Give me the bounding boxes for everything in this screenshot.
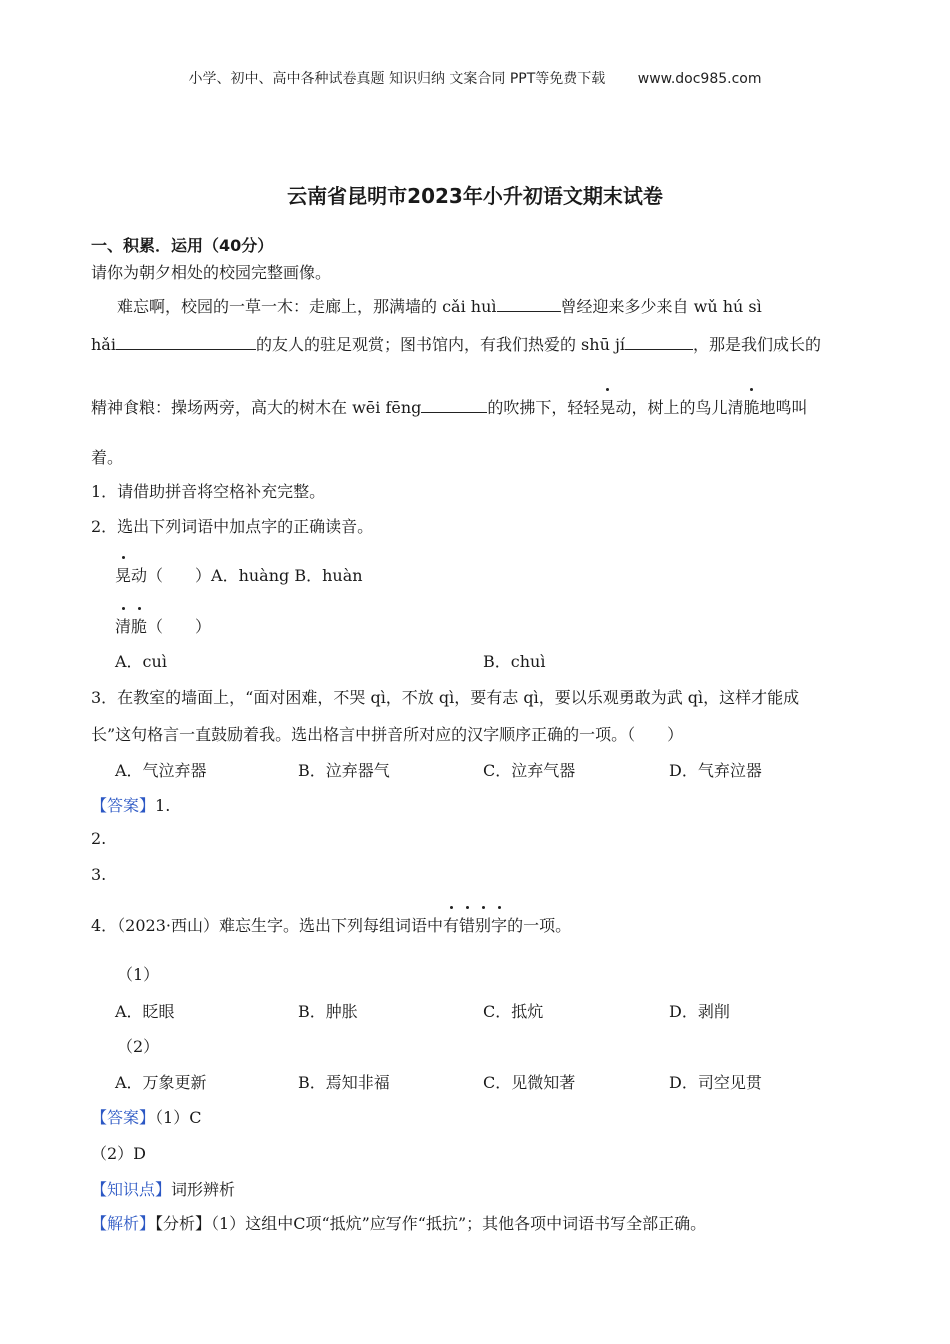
dotted-char: 别 xyxy=(475,913,491,936)
passage-line-3: 精神食粮：操场两旁，高大的树木在 wēi fēng 的吹拂下，轻轻晃动，树上的鸟儿清脆地鸣叫 xyxy=(91,395,807,418)
section-heading: 一、积累．运用（40分） xyxy=(91,236,274,255)
passage-line-4: 着。 xyxy=(91,448,124,467)
answer-3: 3. xyxy=(91,865,107,884)
question-1: 1．请借助拼音将空格补充完整。 xyxy=(91,482,326,501)
question-3-line-2: 长”这句格言一直鼓励着我。选出格言中拼音所对应的汉字顺序正确的一项。（ ） xyxy=(91,725,684,744)
dotted-char: 脆 xyxy=(743,395,759,418)
g2-option-c[interactable]: C．见微知著 xyxy=(483,1073,576,1092)
blank-shuji[interactable] xyxy=(625,333,693,350)
answer-value-2: （2）D xyxy=(91,1144,147,1163)
q3-option-b[interactable]: B．泣弃器气 xyxy=(298,761,390,780)
q3-option-d[interactable]: D．气弃泣器 xyxy=(669,761,762,780)
knowledge-label: 【知识点】 xyxy=(91,1180,172,1199)
answer-block-1: 【答案】1. xyxy=(91,796,171,815)
answer-label: 【答案】 xyxy=(91,796,156,815)
dotted-char: 晃 xyxy=(115,563,131,586)
dotted-char: 错 xyxy=(459,913,475,936)
answer-2: 2. xyxy=(91,829,107,848)
page-title: 云南省昆明市2023年小升初语文期末试卷 xyxy=(287,184,663,208)
g1-option-d[interactable]: D．剥削 xyxy=(669,1002,730,1021)
option-a[interactable]: A．cuì xyxy=(115,652,167,671)
question-2-stem: 2．选出下列词语中加点字的正确读音。 xyxy=(91,517,374,536)
question-2-item-2: 清脆（ ） xyxy=(115,614,211,637)
passage-line-1: 难忘啊，校园的一草一木：走廊上，那满墙的 cǎi huì 曾经迎来多少来自 wǔ hú sì xyxy=(117,297,762,316)
explanation-label: 【解析】 xyxy=(91,1214,156,1233)
section-intro: 请你为朝夕相处的校园完整画像。 xyxy=(91,263,332,282)
explanation: 【解析】【分析】（1）这组中C项“抵炕”应写作“抵抗”；其他各项中词语书写全部正确。 xyxy=(91,1214,707,1233)
header-site[interactable]: www.doc985.com xyxy=(637,71,762,87)
blank-wuhusihai[interactable] xyxy=(116,333,256,350)
q3-option-c[interactable]: C．泣弃气器 xyxy=(483,761,576,780)
option-b[interactable]: B．chuì xyxy=(483,652,546,671)
dotted-char: 有 xyxy=(443,913,459,936)
g2-option-d[interactable]: D．司空见贯 xyxy=(669,1073,762,1092)
question-4-stem: 4．（2023·西山）难忘生字。选出下列每组词语中有错别字的一项。 xyxy=(91,913,571,936)
g2-option-b[interactable]: B．焉知非福 xyxy=(298,1073,390,1092)
knowledge-point: 【知识点】词形辨析 xyxy=(91,1180,236,1199)
group-1-label: （1） xyxy=(117,965,160,984)
dotted-char: 字 xyxy=(491,913,507,936)
question-2-item-1: 晃动（ ）A．huàng B．huàn xyxy=(115,563,363,586)
dotted-char: 脆 xyxy=(131,614,147,637)
g1-option-c[interactable]: C．抵炕 xyxy=(483,1002,544,1021)
blank-weifeng[interactable] xyxy=(421,396,487,413)
header-text: 小学、初中、高中各种试卷真题 知识归纳 文案合同 PPT等免费下载 xyxy=(188,71,606,87)
g1-option-a[interactable]: A．眨眼 xyxy=(115,1002,175,1021)
group-2-label: （2） xyxy=(117,1037,160,1056)
g2-option-a[interactable]: A．万象更新 xyxy=(115,1073,207,1092)
q3-option-a[interactable]: A．气泣弃器 xyxy=(115,761,207,780)
blank-caihui[interactable] xyxy=(497,295,561,312)
passage-line-2: hǎi 的友人的驻足观赏；图书馆内，有我们热爱的 shū jí ，那是我们成长的 xyxy=(91,335,822,354)
dotted-char: 晃 xyxy=(599,395,615,418)
answer-label: 【答案】 xyxy=(91,1108,156,1127)
dotted-char: 清 xyxy=(115,614,131,637)
question-3-line-1: 3．在教室的墙面上，“面对困难，不哭 qì，不放 qì，要有志 qì，要以乐观勇敢为武 qì，这样才能成 xyxy=(91,688,800,707)
answer-block-2: 【答案】（1）C xyxy=(91,1108,202,1127)
page-header xyxy=(0,68,950,88)
g1-option-b[interactable]: B．肿胀 xyxy=(298,1002,358,1021)
